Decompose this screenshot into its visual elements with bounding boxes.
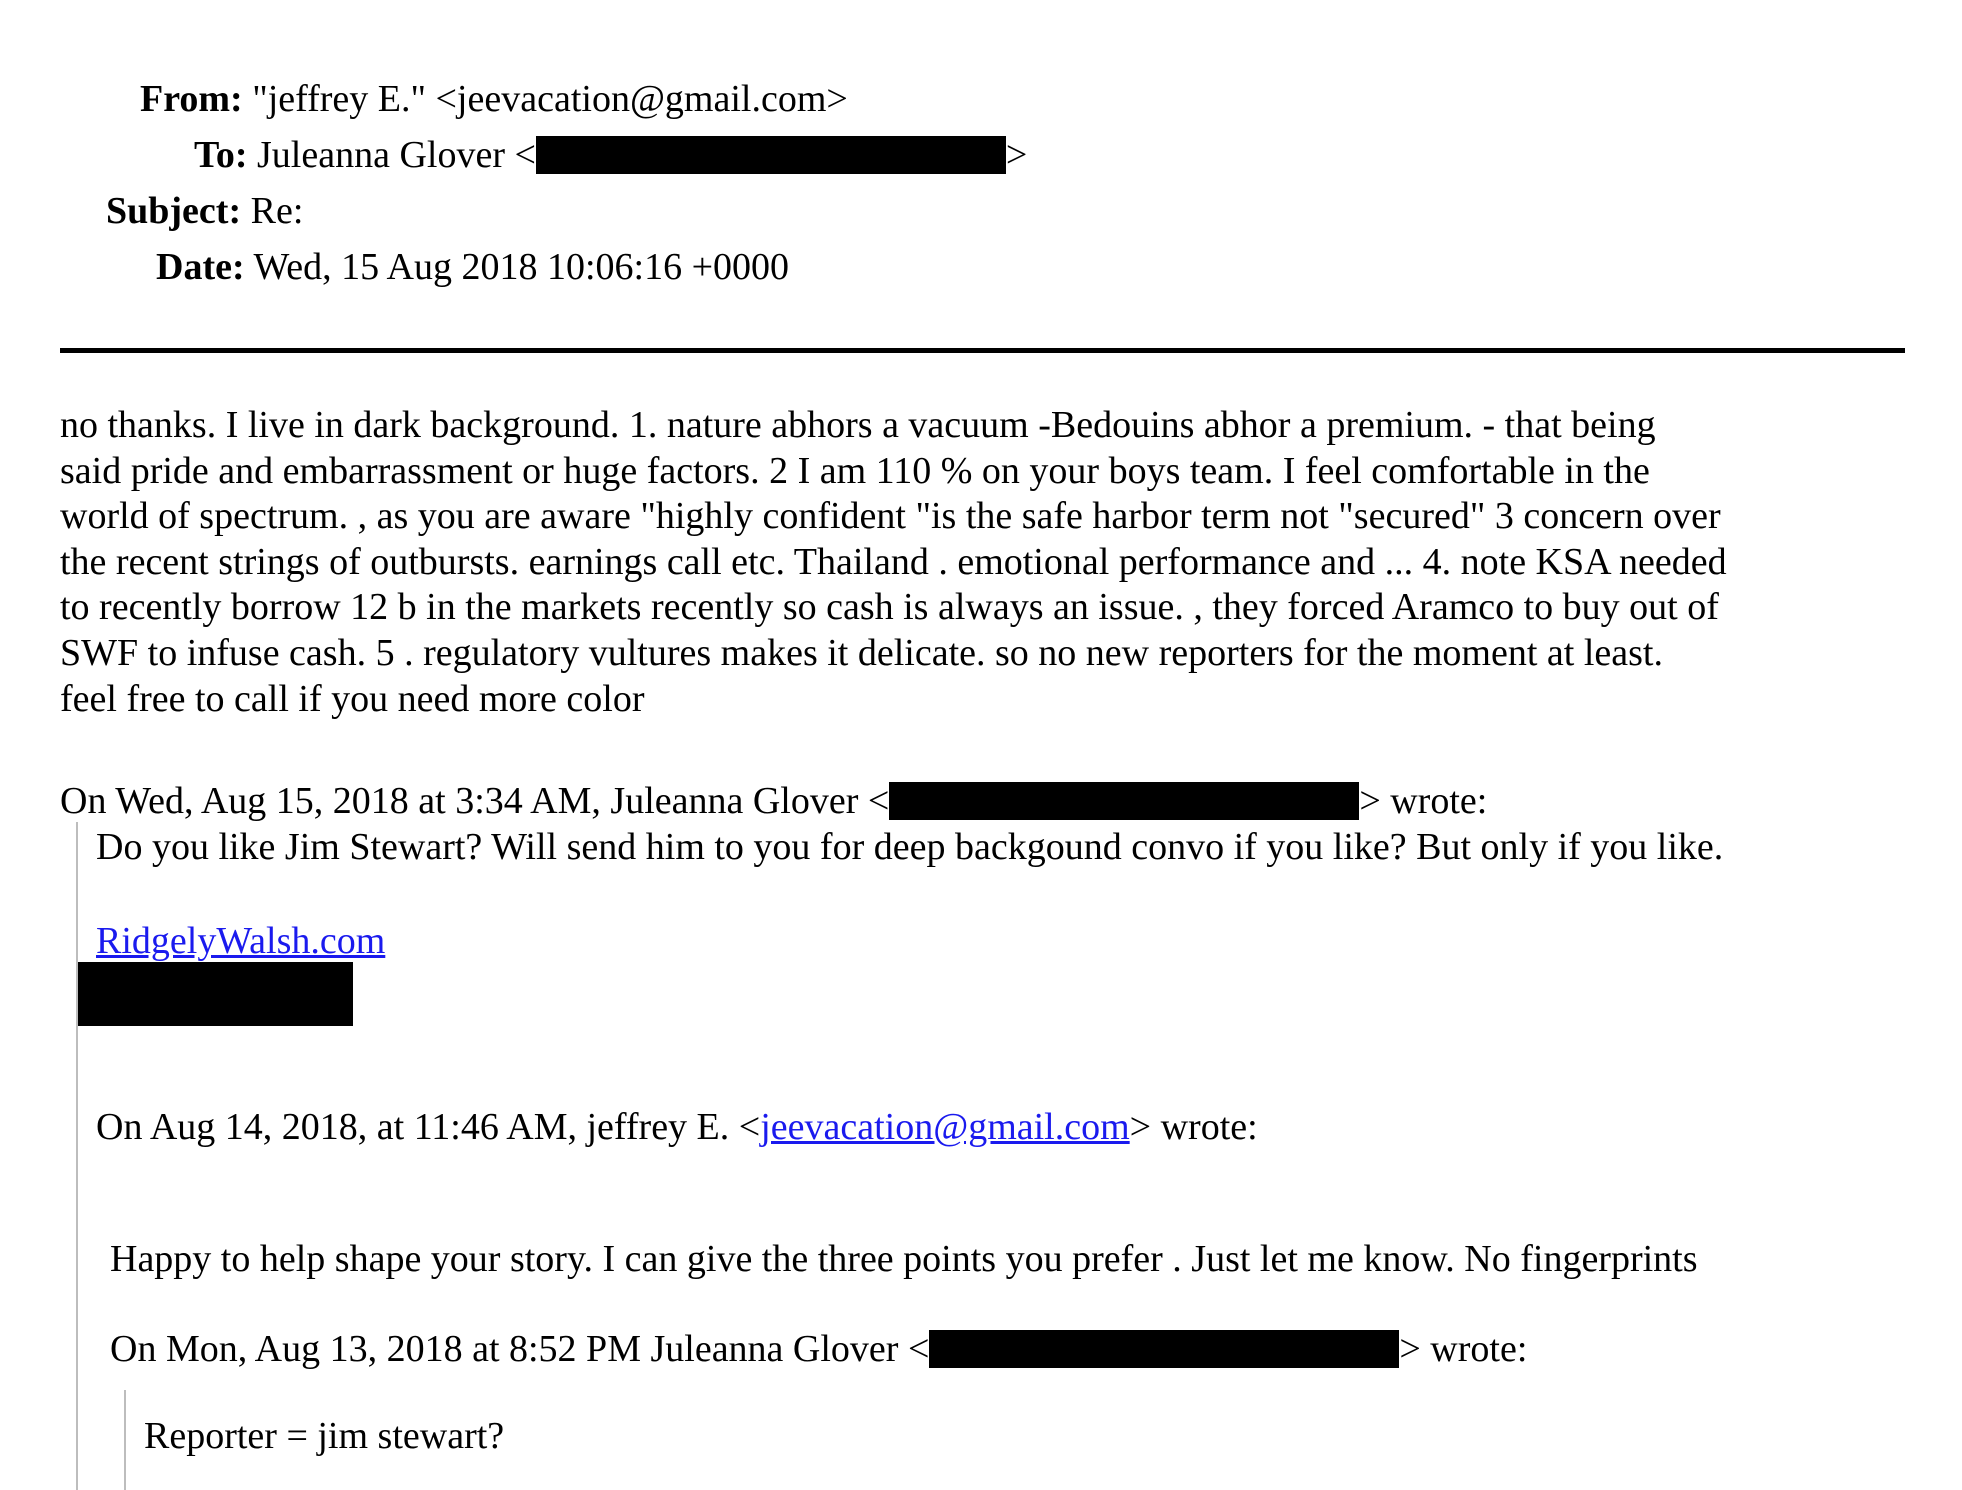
from-value: "jeffrey E." <jeevacation@gmail.com> — [252, 78, 848, 120]
subject-label: Subject: — [106, 190, 242, 232]
ridgelywalsh-link[interactable]: RidgelyWalsh.com — [96, 920, 386, 962]
quote2-attribution-prefix: On Aug 14, 2018, at 11:46 AM, jeffrey E. < — [96, 1106, 761, 1148]
redaction-box — [889, 782, 1359, 820]
message-line: to recently borrow 12 b in the markets recently so cash is always an issue. , they forced Aramco to buy out of — [60, 586, 1719, 629]
to-label: To: — [194, 134, 248, 176]
message-line: said pride and embarrassment or huge factors. 2 I am 110 % on your boys team. I feel comfortable in the — [60, 449, 1650, 492]
message-line: world of spectrum. , as you are aware "highly confident "is the safe harbor term not "secured" 3 concern over — [60, 495, 1721, 538]
quote2-attribution — [96, 1104, 1258, 1150]
header-divider — [60, 348, 1905, 353]
to-row — [194, 132, 1027, 178]
quote2-attribution-suffix: > wrote: — [1129, 1106, 1258, 1148]
quote3-attribution-prefix: On Mon, Aug 13, 2018 at 8:52 PM Juleanna Glover < — [110, 1328, 930, 1370]
to-name: Juleanna Glover < — [257, 134, 536, 176]
quote3-attribution — [110, 1326, 1527, 1372]
message-line: the recent strings of outbursts. earnings call etc. Thailand . emotional performance and ... 4. note KSA needed — [60, 540, 1727, 583]
redaction-box — [78, 962, 353, 1026]
to-close: > — [1005, 134, 1028, 176]
subject-value: Re: — [250, 190, 304, 232]
subject-row — [106, 188, 303, 234]
from-label: From: — [140, 78, 243, 120]
message-body — [60, 403, 1920, 722]
quote3-text: Reporter = jim stewart? — [144, 1415, 505, 1457]
from-row — [140, 76, 848, 122]
quote1-attribution-suffix: > wrote: — [1359, 780, 1488, 822]
message-line: no thanks. I live in dark background. 1. nature abhors a vacuum -Bedouins abhor a premium. - that being — [60, 404, 1656, 446]
quote1-attribution — [60, 778, 1487, 824]
date-label: Date: — [156, 246, 245, 288]
quote1-attribution-prefix: On Wed, Aug 15, 2018 at 3:34 AM, Juleanna Glover < — [60, 780, 890, 822]
quote-level1-bar — [76, 822, 78, 1490]
quote-level2-bar — [124, 1390, 126, 1490]
redaction-box — [929, 1330, 1399, 1368]
quote1-text: Do you like Jim Stewart? Will send him to you for deep backgound convo if you like? But only if you like. — [96, 826, 1724, 868]
date-row — [156, 244, 789, 290]
quote3-attribution-suffix: > wrote: — [1399, 1328, 1528, 1370]
date-value: Wed, 15 Aug 2018 10:06:16 +0000 — [253, 246, 790, 288]
jeevacation-email-link[interactable]: jeevacation@gmail.com — [760, 1106, 1130, 1148]
quote2-text: Happy to help shape your story. I can give the three points you prefer . Just let me know. No fingerprints — [110, 1238, 1698, 1280]
message-line: SWF to infuse cash. 5 . regulatory vultures makes it delicate. so no new reporters for the moment at least. — [60, 631, 1663, 674]
message-line: feel free to call if you need more color — [60, 677, 645, 720]
redaction-box — [536, 136, 1006, 174]
